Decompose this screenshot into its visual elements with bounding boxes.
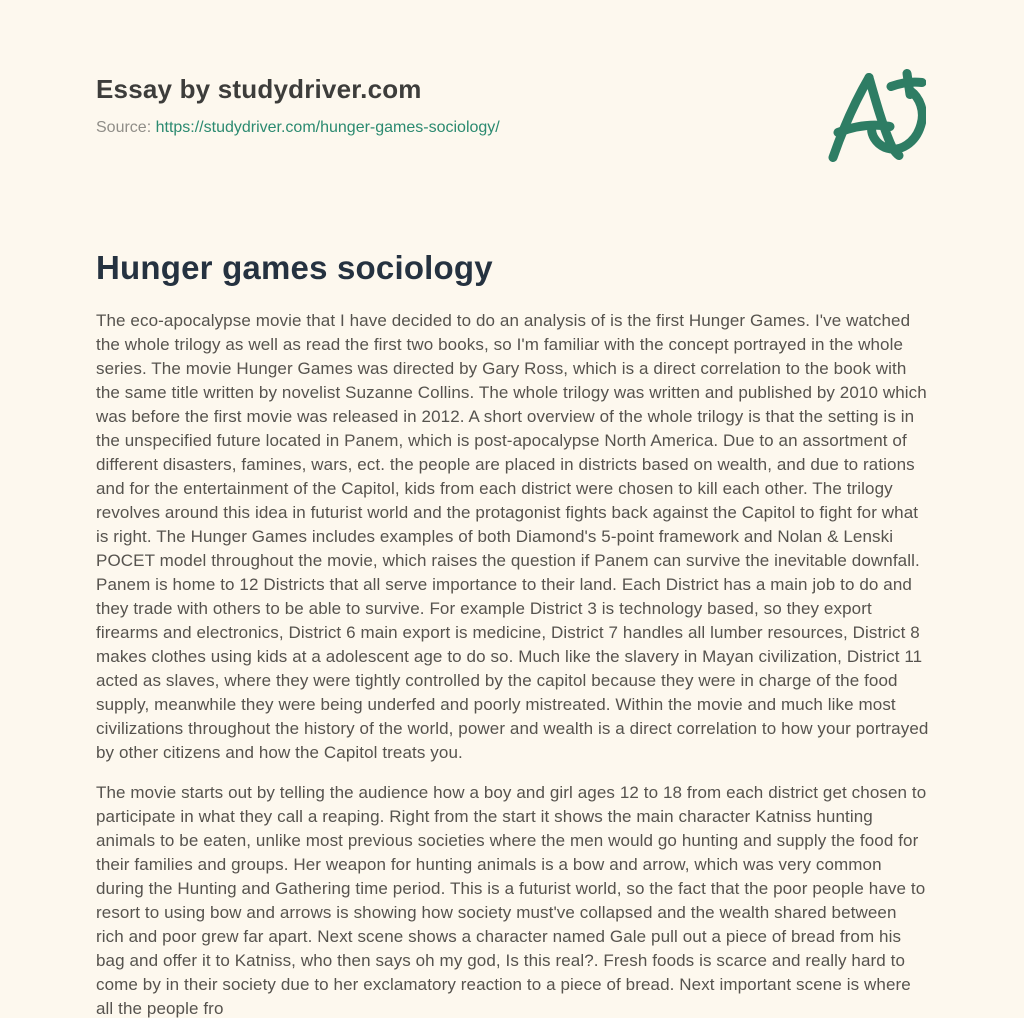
studydriver-logo xyxy=(826,66,926,166)
source-link[interactable]: https://studydriver.com/hunger-games-sociology/ xyxy=(155,119,500,136)
essay-paragraph-2: The movie starts out by telling the audience how a boy and girl ages 12 to 18 from each district get chosen to participate in what they call a reaping. Right from the start it shows the main character Katniss hunting animals to be eaten, unlike most previous societies where the men would go hunting and supply the food for their families and groups. Her weapon for hunting animals is a bow and arrow, which was very common during the Hunting and Gathering time period. This is a futurist world, so the fact that the poor people have to resort to using bow and arrows is showing how society must've collapsed and the wealth shared between rich and poor grew far apart. Next scene shows a character named Gale pull out a piece of bread from his bag and offer it to Katniss, who then says oh my god, Is this real?. Fresh foods is scarce and really hard to come by in their society due to her exclamatory reaction to a piece of bread. Next important scene is where all the people fro xyxy=(96,783,927,1018)
essay-body xyxy=(96,309,929,1018)
source-label: Source: xyxy=(96,119,152,136)
source-row xyxy=(96,119,928,137)
a-plus-logo-icon xyxy=(826,66,926,166)
site-title: Essay by studydriver.com xyxy=(96,74,422,104)
essay-paragraph-1: The eco-apocalypse movie that I have decided to do an analysis of is the first Hunger Games. I've watched the whole trilogy as well as read the first two books, so I'm familiar with the concept portrayed in the whole series. The movie Hunger Games was directed by Gary Ross, which is a direct correlation to the book with the same title written by novelist Suzanne Collins. The whole trilogy was written and published by 2010 which was before the first movie was released in 2012. A short overview of the whole trilogy is that the setting is in the unspecified future located in Panem, which is post-apocalypse North America. Due to an assortment of different disasters, famines, wars, ect. the people are placed in districts based on wealth, and due to rations and for the entertainment of the Capitol, kids from each district were chosen to kill each other. The trilogy revolves around this idea in futurist world and the protagonist fights back against the Capitol to fight for what is right. The Hunger Games includes examples of both Diamond's 5-point framework and Nolan & Lenski POCET model throughout the movie, which raises the question if Panem can survive the inevitable downfall. Panem is home to 12 Districts that all serve importance to their land. Each District has a main job to do and they trade with others to be able to survive. For example District 3 is technology based, so they export firearms and electronics, District 6 main export is medicine, District 7 handles all lumber resources, District 8 makes clothes using kids at a adolescent age to do so. Much like the slavery in Mayan civilization, District 11 acted as slaves, where they were tightly controlled by the capitol because they were in charge of the food supply, meanwhile they were being underfed and poorly mistreated. Within the movie and much like most civilizations throughout the history of the world, power and wealth is a direct correlation to how your portrayed by other citizens and how the Capitol treats you. xyxy=(96,311,929,762)
essay-title: Hunger games sociology xyxy=(96,249,493,286)
